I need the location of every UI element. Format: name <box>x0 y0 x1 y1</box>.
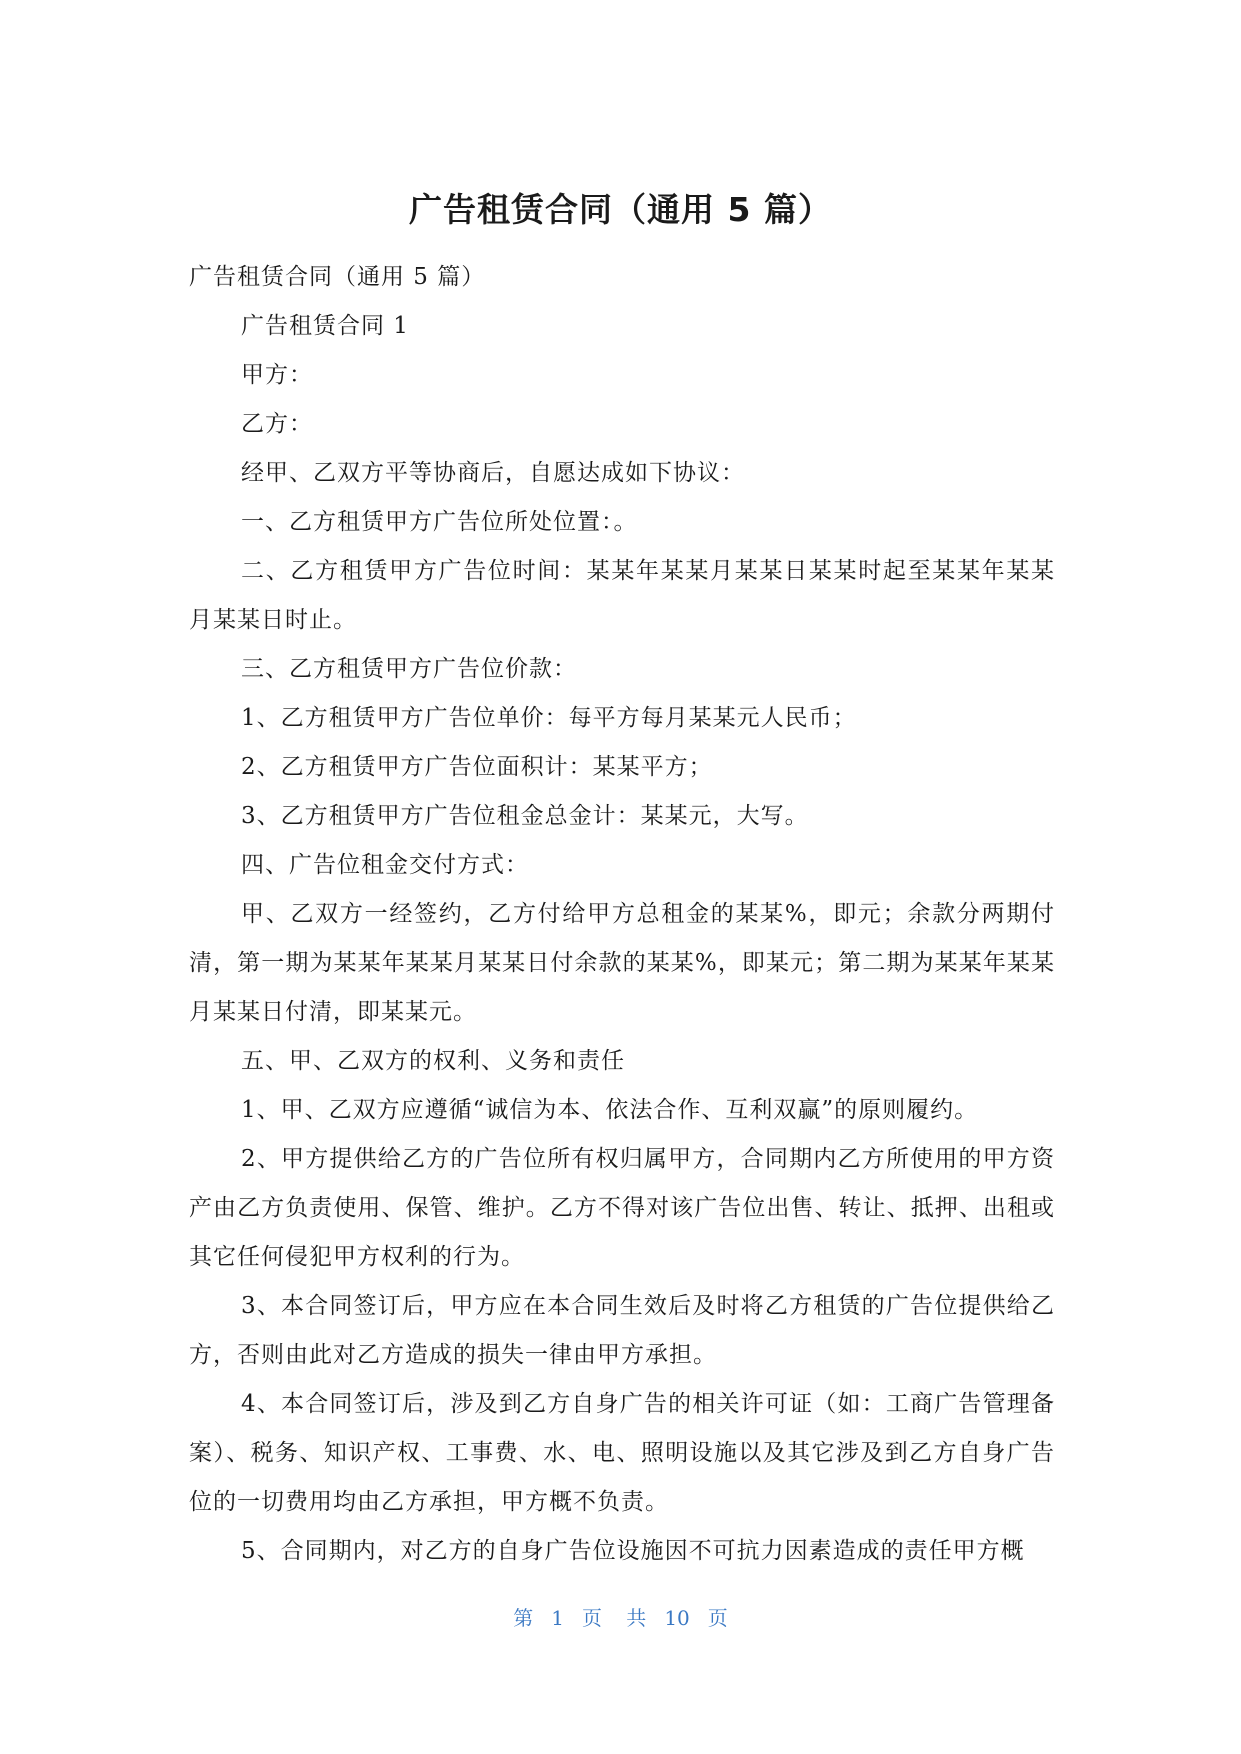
clause-5-item-3: 3、本合同签订后，甲方应在本合同生效后及时将乙方租赁的广告位提供给乙方，否则由此对乙方造成的损失一律由甲方承担。 <box>189 1293 1055 1368</box>
clause-1: 一、乙方租赁甲方广告位所处位置：。 <box>241 509 638 535</box>
footer-total-pages: 10 <box>664 1606 690 1630</box>
clause-3-item-3: 3、乙方租赁甲方广告位租金总金计：某某元，大写。 <box>241 803 809 829</box>
clause-5-item-4: 4、本合同签订后，涉及到乙方自身广告的相关许可证（如：工商广告管理备案）、税务、知识产权、工事费、水、电、照明设施以及其它涉及到乙方自身广告位的一切费用均由乙方承担，甲方概不负责。 <box>189 1391 1055 1515</box>
clause-3-item-2: 2、乙方租赁甲方广告位面积计：某某平方； <box>241 754 713 780</box>
section-heading: 广告租赁合同 1 <box>241 313 409 339</box>
footer-prefix: 第 <box>513 1606 534 1630</box>
subtitle-paragraph: 广告租赁合同（通用 5 篇） <box>189 264 486 290</box>
paragraph: 经甲、乙双方平等协商后，自愿达成如下协议： <box>241 460 745 486</box>
clause-4: 四、广告位租金交付方式： <box>241 852 529 878</box>
clause-3-item-1: 1、乙方租赁甲方广告位单价：每平方每月某某元人民币； <box>241 705 857 731</box>
clause-3: 三、乙方租赁甲方广告位价款： <box>241 656 577 682</box>
clause-4-detail: 甲、乙双方一经签约，乙方付给甲方总租金的某某%，即元；余款分两期付清，第一期为某某年某某月某某日付余款的某某%，即某元；第二期为某某年某某月某某日付清，即某某元。 <box>189 901 1055 1025</box>
clause-5-item-1: 1、甲、乙双方应遵循“诚信为本、依法合作、互利双赢”的原则履约。 <box>241 1097 979 1123</box>
party-b-line: 乙方： <box>241 411 313 437</box>
clause-2: 二、乙方租赁甲方广告位时间：某某年某某月某某日某某时起至某某年某某月某某日时止。 <box>189 558 1055 633</box>
footer-suffix: 页 <box>707 1606 728 1630</box>
document-body <box>189 253 1055 1576</box>
page-footer <box>0 1604 1241 1632</box>
clause-5-item-2: 2、甲方提供给乙方的广告位所有权归属甲方，合同期内乙方所使用的甲方资产由乙方负责使用、保管、维护。乙方不得对该广告位出售、转让、抵押、出租或其它任何侵犯甲方权利的行为。 <box>189 1146 1055 1270</box>
clause-5-item-5: 5、合同期内，对乙方的自身广告位设施因不可抗力因素造成的责任甲方概 <box>241 1538 1025 1564</box>
clause-5: 五、甲、乙双方的权利、义务和责任 <box>241 1048 625 1074</box>
footer-middle: 页 共 <box>581 1606 647 1630</box>
party-a-line: 甲方： <box>241 362 313 388</box>
footer-current-page: 1 <box>551 1606 564 1630</box>
document-title: 广告租赁合同（通用 5 篇） <box>409 190 832 229</box>
